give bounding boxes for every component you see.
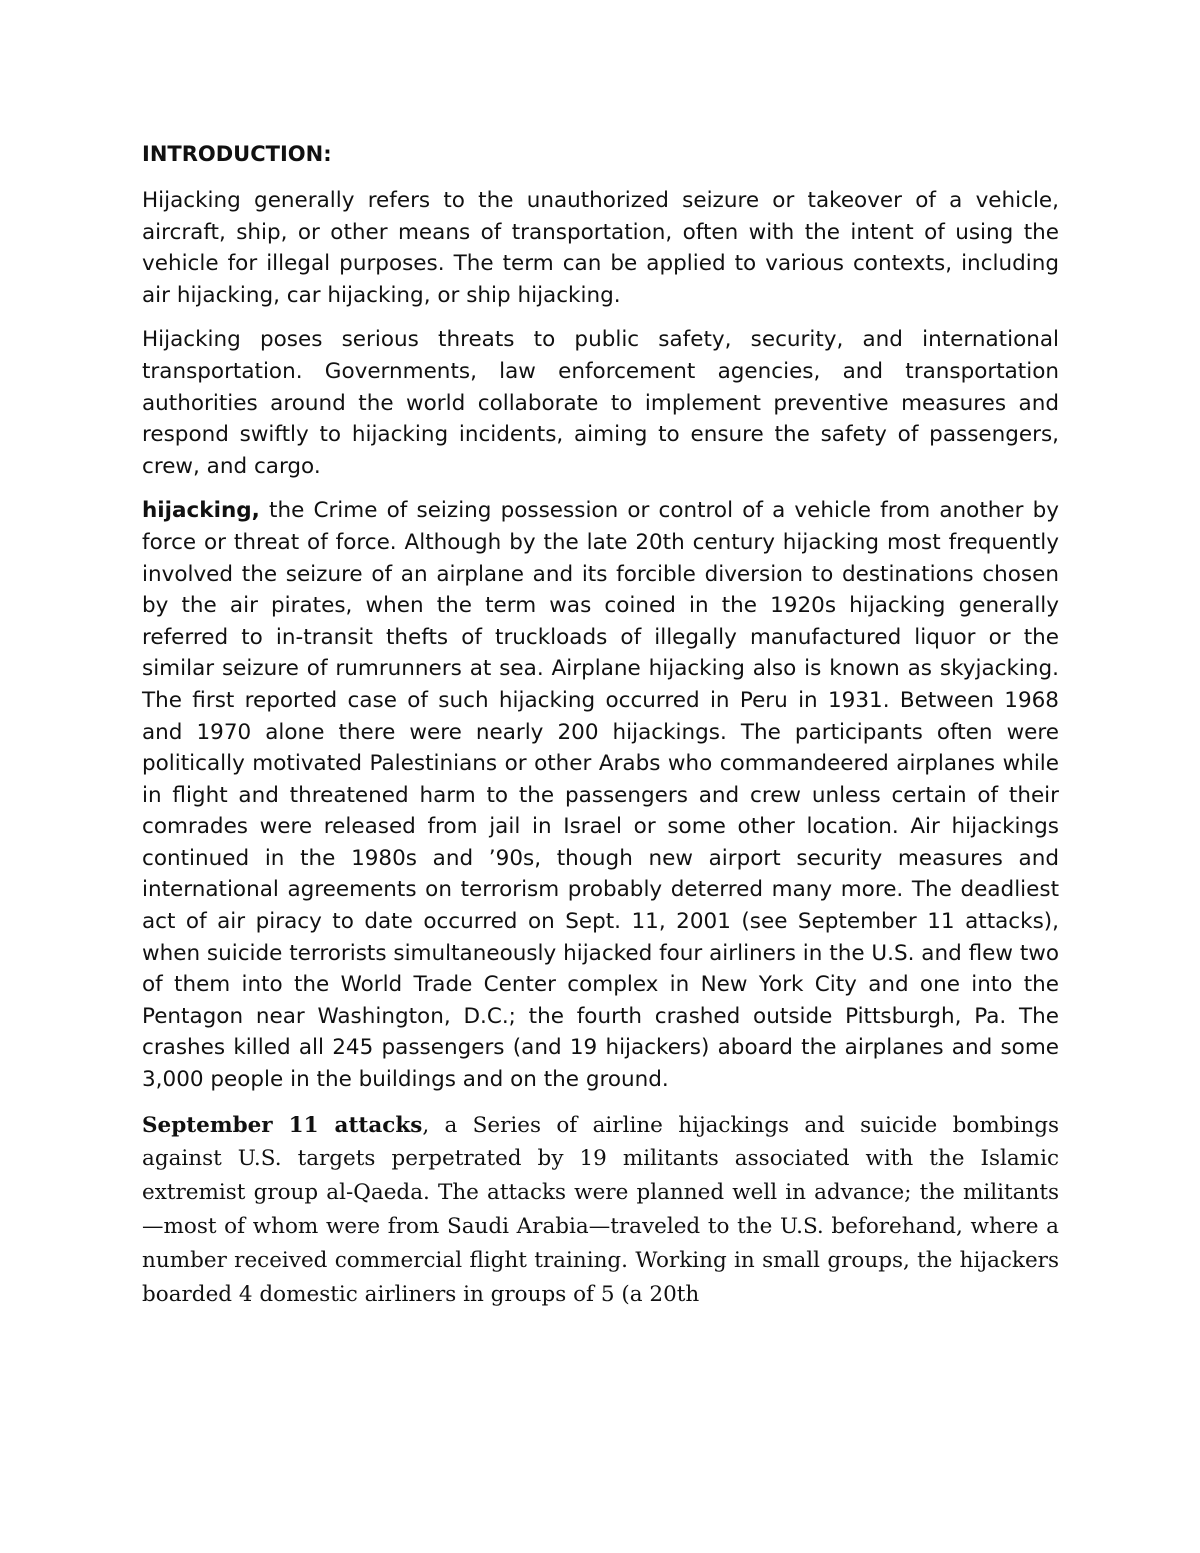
paragraph-threats	[142, 324, 1059, 482]
paragraph-hijacking-history-text: the Crime of seizing possession or control of a vehicle from another by force or threat of force. Although by the late 20th century hijacking most frequently involved the seizure of an airplane and its forcible diversion to destinations chosen by the air pirates, when the term was coined in the 1920s hijacking generally referred to in-transit thefts of truckloads of illegally manufactured liquor or the similar seizure of rumrunners at sea. Airplane hijacking also is known as skyjacking. The first reported case of such hijacking occurred in Peru in 1931. Between 1968 and 1970 alone there were nearly 200 hijackings. The participants often were politically motivated Palestinians or other Arabs who commandeered airplanes while in flight and threatened harm to the passengers and crew unless certain of their comrades were released from jail in Israel or some other location. Air hijackings continued in the 1980s and ’90s, though new airport security measures and international agreements on terrorism probably deterred many more. The deadliest act of air piracy to date occurred on Sept. 11, 2001 (see September 11 attacks), when suicide terrorists simultaneously hijacked four airliners in the U.S. and flew two of them into the World Trade Center complex in New York City and one into the Pentagon near Washington, D.C.; the fourth crashed outside Pittsburgh, Pa. The crashes killed all 245 passengers (and 19 hijackers) aboard the airplanes and some 3,000 people in the buildings and on the ground.	[142, 498, 1059, 1093]
paragraph-hijacking-history	[142, 495, 1059, 1095]
term-september-11: September 11 attacks	[142, 1112, 423, 1138]
paragraph-september-11	[142, 1109, 1059, 1312]
document-page	[142, 138, 1059, 1324]
paragraph-threats-text: Hijacking poses serious threats to public safety, security, and international transportation. Governments, law enforcement agencies, and transportation authorities around the world collaborate to implement preventive measures and respond swiftly to hijacking incidents, aiming to ensure the safety of passengers, crew, and cargo.	[142, 327, 1059, 479]
paragraph-september-11-text: , a Series of airline hijackings and suicide bombings against U.S. targets perpetrated by 19 militants associated with the Islamic extremist group al-Qaeda. The attacks were planned well in advance; the militants—most of whom were from Saudi Arabia—traveled to the U.S. beforehand, where a number received commercial flight training. Working in small groups, the hijackers boarded 4 domestic airliners in groups of 5 (a 20th	[142, 1112, 1059, 1307]
paragraph-definition-text: Hijacking generally refers to the unauthorized seizure or takeover of a vehicle, aircraft, ship, or other means of transportation, often with the intent of using the vehicle for illegal purposes. The term can be applied to various contexts, including air hijacking, car hijacking, or ship hijacking.	[142, 188, 1059, 308]
paragraph-definition	[142, 185, 1059, 311]
introduction-heading: INTRODUCTION:	[142, 142, 332, 166]
term-hijacking: hijacking,	[142, 498, 260, 524]
